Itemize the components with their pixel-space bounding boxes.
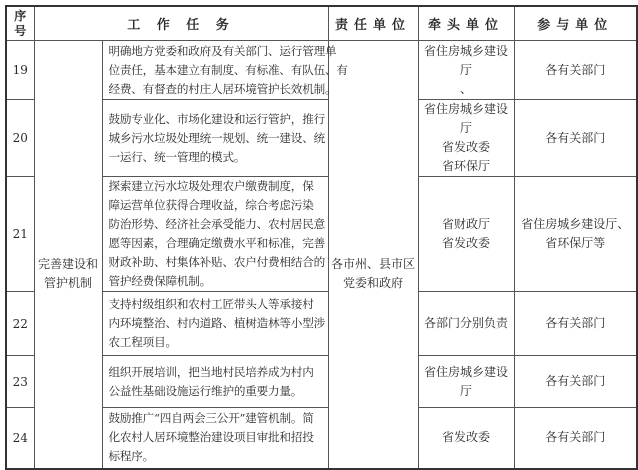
text-line: 组织开展培训，把当地村民培养成为村内 bbox=[108, 364, 314, 379]
header-row bbox=[6, 6, 637, 41]
text-line: 各市州、县市区 bbox=[331, 257, 416, 272]
row-number: 20 bbox=[6, 100, 34, 177]
text-line: 愿等因素，合理确定缴费水平和标准，完善 bbox=[108, 236, 325, 250]
row-number: 19 bbox=[6, 41, 34, 100]
header-seq: 序号 bbox=[6, 6, 34, 41]
text-line: 鼓励专业化、市场化建设和运行管护，推行 bbox=[108, 111, 325, 126]
text-line: 、 bbox=[460, 81, 473, 96]
text-line: 省财政厅 bbox=[442, 217, 491, 231]
text-line: 管护机制 bbox=[43, 276, 92, 291]
text-line: 各有关部门 bbox=[545, 130, 606, 145]
task-cell bbox=[102, 41, 348, 100]
text-line: 省发改委 bbox=[442, 430, 491, 445]
lead-cell bbox=[418, 408, 514, 469]
participant-cell bbox=[514, 292, 637, 356]
text-line: 党委和政府 bbox=[343, 276, 404, 291]
text-line: 省住房城乡建设厅、 bbox=[521, 217, 630, 231]
text-line: 省住房城乡建设厅 bbox=[424, 102, 509, 135]
participant-cell bbox=[514, 408, 637, 469]
text-line: 管护经费保障机制。 bbox=[108, 274, 212, 288]
text-line: 一运行、统一管理的模式。 bbox=[108, 149, 246, 164]
text-line: 省发改委 bbox=[442, 140, 491, 154]
text-line: 省环保厅 bbox=[442, 159, 491, 173]
text-line: 标程序。 bbox=[108, 449, 155, 464]
row-number: 22 bbox=[6, 292, 34, 356]
task-cell bbox=[102, 356, 328, 408]
text-line: 经费、有督查的村庄人居环境管护长效机制。 bbox=[108, 81, 337, 96]
header-task: 工 作 任 务 bbox=[34, 6, 328, 41]
participant-cell bbox=[514, 100, 637, 177]
text-line: 防治形势、经济社会承受能力、农村居民意 bbox=[108, 217, 325, 231]
category-cell bbox=[34, 41, 102, 469]
table-row bbox=[6, 41, 637, 100]
text-line: 化农村人居环境整治建设项目审批和招投 bbox=[108, 430, 314, 445]
text-line: 农工程项目。 bbox=[108, 335, 177, 349]
text-line: 内环境整治、村内道路、植树造林等小型涉 bbox=[108, 316, 325, 330]
text-line: 各有关部门 bbox=[545, 430, 606, 445]
row-number: 21 bbox=[6, 177, 34, 292]
header-participant: 参与单位 bbox=[514, 6, 637, 41]
text-line: 省住房城乡建设厅 bbox=[424, 43, 509, 77]
participant-cell bbox=[514, 41, 637, 100]
text-line: 各部门分别负责 bbox=[424, 316, 509, 330]
row-number: 23 bbox=[6, 356, 34, 408]
text-line: 支持村级组织和农村工匠带头人等承接村 bbox=[108, 297, 314, 311]
lead-cell bbox=[418, 177, 514, 292]
text-line: 财政补助、村集体补贴、农户付费相结合的 bbox=[108, 255, 325, 269]
text-line: 各有关部门 bbox=[545, 316, 606, 330]
task-cell bbox=[102, 408, 328, 469]
row-number: 24 bbox=[6, 408, 34, 469]
text-line: 鼓励推广“四自两会三公开”建管机制。简 bbox=[108, 411, 314, 426]
text-line: 位责任，基本建立有制度、有标准、有队伍、有 bbox=[108, 62, 348, 77]
text-line: 各有关部门 bbox=[545, 374, 606, 388]
responsible-cell bbox=[328, 41, 418, 469]
text-line: 探索建立污水垃圾处理农户缴费制度，保 bbox=[108, 179, 314, 193]
lead-cell bbox=[418, 41, 514, 100]
text-line: 明确地方党委和政府及有关部门、运行管理单 bbox=[108, 43, 337, 58]
task-cell bbox=[102, 100, 328, 177]
lead-cell bbox=[418, 292, 514, 356]
header-lead: 牵头单位 bbox=[418, 6, 514, 41]
text-line: 省发改委 bbox=[442, 236, 491, 250]
text-line: 省住房城乡建设厅 bbox=[424, 364, 509, 398]
text-line: 省环保厅等 bbox=[545, 236, 606, 250]
task-cell bbox=[102, 177, 328, 292]
text-line: 公益性基础设施运行维护的重要力量。 bbox=[108, 383, 303, 398]
task-table bbox=[5, 5, 638, 470]
text-line: 障运营单位获得合理收益，综合考虑污染 bbox=[108, 198, 314, 212]
text-line: 各有关部门 bbox=[545, 62, 606, 77]
task-cell bbox=[102, 292, 328, 356]
participant-cell bbox=[514, 356, 637, 408]
header-responsible: 责任单位 bbox=[328, 6, 418, 41]
lead-cell bbox=[418, 356, 514, 408]
text-line: 完善建设和 bbox=[37, 257, 98, 272]
lead-cell bbox=[418, 100, 514, 177]
participant-cell bbox=[514, 177, 637, 292]
text-line: 城乡污水垃圾处理统一规划、统一建设、统 bbox=[108, 130, 325, 145]
